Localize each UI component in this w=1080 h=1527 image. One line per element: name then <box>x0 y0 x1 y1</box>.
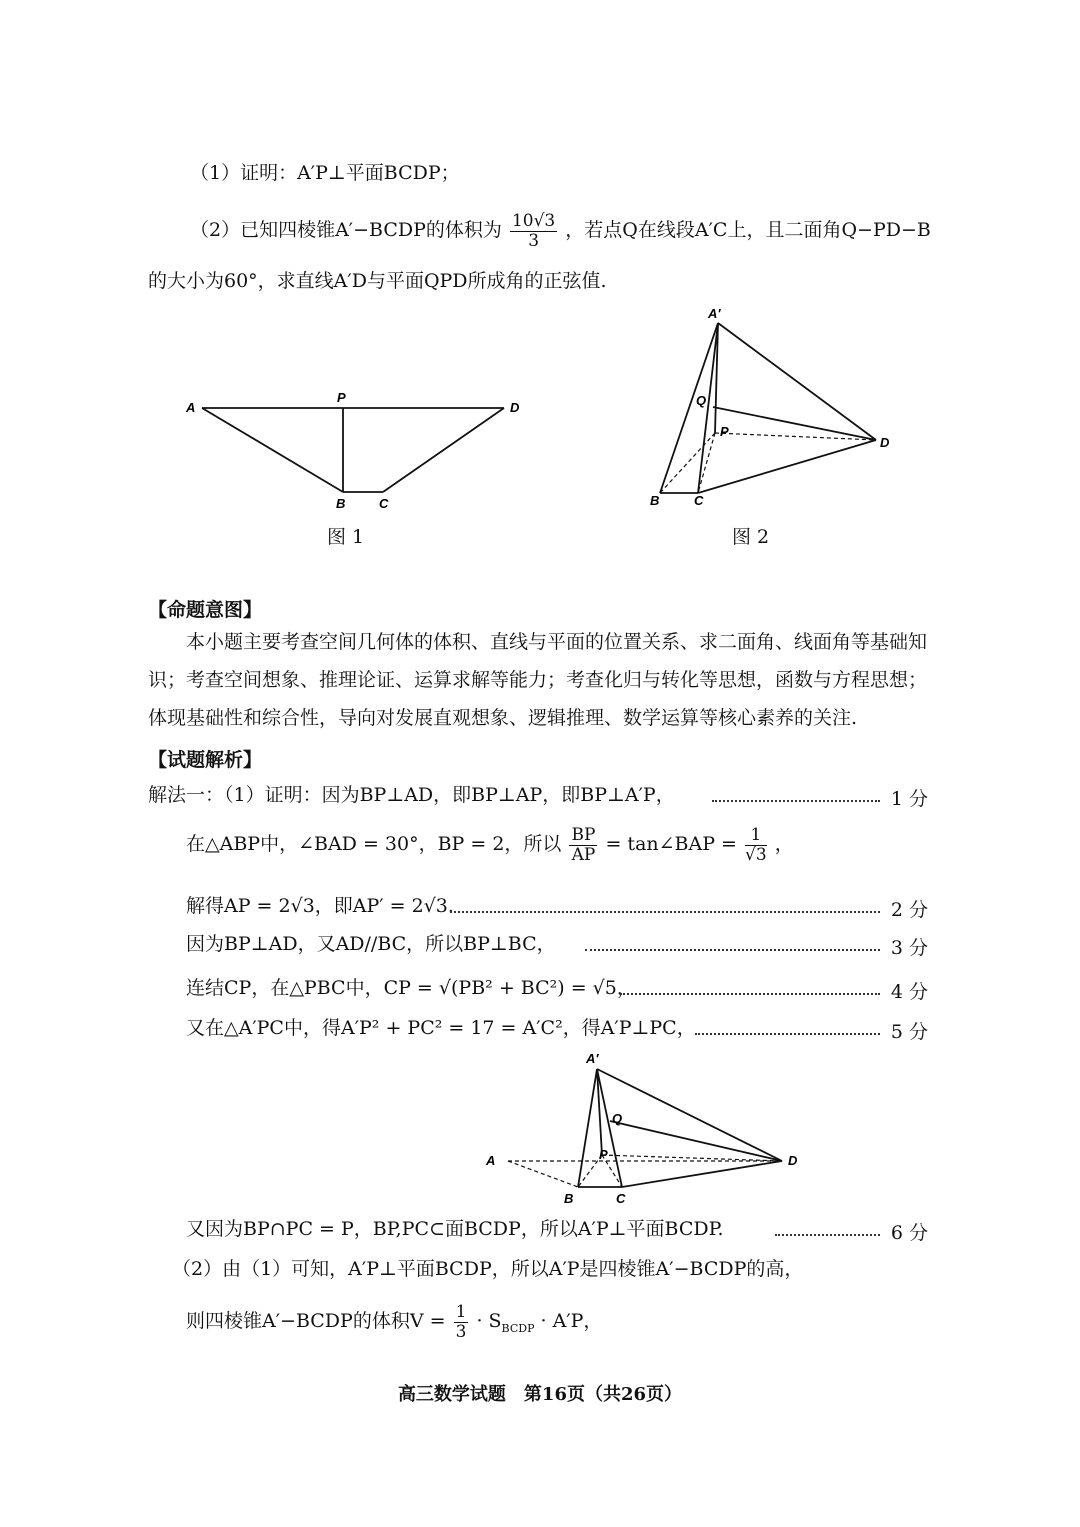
one-over-root3-denominator: √3 <box>745 844 767 865</box>
figure-2-pyramid <box>640 305 900 515</box>
fig1-label-d: D <box>510 400 520 415</box>
volume-fraction <box>510 212 557 250</box>
fig3-label-c: C <box>616 1191 626 1206</box>
analysis-line-6: 又在△A′PC中，得A′P² + PC² = 17 = A′C²，得A′P⊥PC， <box>186 1017 696 1039</box>
analysis-line-1: 解法一：（1）证明：因为BP⊥AD，即BP⊥AP，即BP⊥A′P， <box>148 784 675 806</box>
analysis-line-7: 又因为BP∩PC = P，BP,PC⊂面BCDP，所以A′P⊥平面BCDP. <box>186 1218 724 1240</box>
volume-fraction-numerator: 10√3 <box>511 211 556 231</box>
one-third-numerator: 1 <box>455 1302 467 1322</box>
area-subscript: BCDP <box>501 1321 535 1335</box>
bp-ap-denominator: AP <box>571 844 596 865</box>
one-over-root3-numerator: 1 <box>745 826 767 846</box>
analysis-line-3: 解得AP = 2√3，即AP′ = 2√3. <box>186 895 454 917</box>
analysis-line-9 <box>186 1303 602 1341</box>
fig1-label-p: P <box>337 390 346 405</box>
fig3-label-q: Q <box>612 1111 623 1126</box>
leader-dots-5 <box>620 993 880 995</box>
fig1-label-b: B <box>336 496 346 511</box>
leader-dots-7 <box>775 1234 880 1236</box>
analysis-line-2 <box>186 826 794 864</box>
fig3-label-p: P <box>599 1147 608 1162</box>
analysis-line-4: 因为BP⊥AD，又AD//BC，所以BP⊥BC， <box>186 933 556 955</box>
fig2-label-a-prime: A′ <box>708 306 721 321</box>
fig2-label-b: B <box>650 493 660 508</box>
score-6: 6 分 <box>890 1222 928 1244</box>
fig2-label-d: D <box>880 435 890 450</box>
leader-dots-3 <box>450 911 880 913</box>
fig1-label-c: C <box>379 496 389 511</box>
bp-ap-numerator: BP <box>571 825 596 845</box>
analysis-line-8: （2）由（1）可知，A′P⊥平面BCDP，所以A′P是四棱锥A′−BCDP的高， <box>172 1258 804 1280</box>
fig3-label-a-prime: A′ <box>586 1051 599 1066</box>
fig1-label-a: A <box>186 400 196 415</box>
question-part1: （1）证明：A′P⊥平面BCDP； <box>190 162 460 184</box>
question-part2-line1 <box>190 212 931 250</box>
fig3-label-d: D <box>788 1153 798 1168</box>
analysis-line-9-text-b: · S <box>476 1310 502 1333</box>
fig2-label-c: C <box>694 493 704 508</box>
one-third-fraction <box>454 1303 469 1341</box>
analysis-line-2-text-b: = tan∠BAP = <box>605 833 737 856</box>
analysis-line-5: 连结CP，在△PBC中，CP = √(PB² + BC²) = √5， <box>186 977 636 999</box>
analysis-line-2-text-a: 在△ABP中，∠BAD = 30°，BP = 2，所以 <box>186 833 562 856</box>
figure-2-caption: 图 2 <box>732 526 770 548</box>
figure-1-trapezoid <box>180 388 530 513</box>
one-third-denominator: 3 <box>455 1321 467 1342</box>
leader-dots-4 <box>585 949 880 951</box>
fig2-label-p: P <box>720 424 729 439</box>
figure-3-pyramid <box>480 1045 820 1210</box>
leader-dots-1 <box>712 800 880 802</box>
fig3-label-a: A <box>486 1153 496 1168</box>
question-part2-line2: 的大小为60°，求直线A′D与平面QPD所成角的正弦值. <box>148 270 607 292</box>
intent-heading: 【命题意图】 <box>148 599 263 621</box>
score-3: 3 分 <box>890 937 928 959</box>
fig3-label-b: B <box>564 1191 574 1206</box>
analysis-heading: 【试题解析】 <box>148 749 263 771</box>
one-over-root3-fraction <box>745 826 767 864</box>
score-1: 1 分 <box>890 788 928 810</box>
analysis-line-2-text-c: ， <box>774 833 794 856</box>
score-4: 4 分 <box>890 981 928 1003</box>
question-part2-text-b: ，若点Q在线段A′C上，且二面角Q−PD−B <box>565 219 931 242</box>
fig2-label-q: Q <box>696 393 707 408</box>
page-footer: 高三数学试题 第16页（共26页） <box>397 1384 683 1405</box>
bp-ap-fraction <box>569 826 597 864</box>
question-part2-text-a: （2）已知四棱锥A′−BCDP的体积为 <box>190 219 502 242</box>
score-5: 5 分 <box>890 1021 928 1043</box>
score-2: 2 分 <box>890 899 928 921</box>
volume-fraction-denominator: 3 <box>528 230 540 251</box>
figure-1-caption: 图 1 <box>327 526 365 548</box>
intent-paragraph: 本小题主要考查空间几何体的体积、直线与平面的位置关系、求二面角、线面角等基础知识；考查空间想象、推理论证、运算求解等能力；考查化归与转化等思想，函数与方程思想；体现基础性和综合性，导向对发展直观想象、逻辑推理、数学运算等核心素养的关注. <box>148 631 928 729</box>
leader-dots-6 <box>695 1033 880 1035</box>
analysis-line-9-text-a: 则四棱锥A′−BCDP的体积V = <box>186 1310 446 1333</box>
analysis-line-9-text-c: · A′P， <box>540 1310 603 1333</box>
